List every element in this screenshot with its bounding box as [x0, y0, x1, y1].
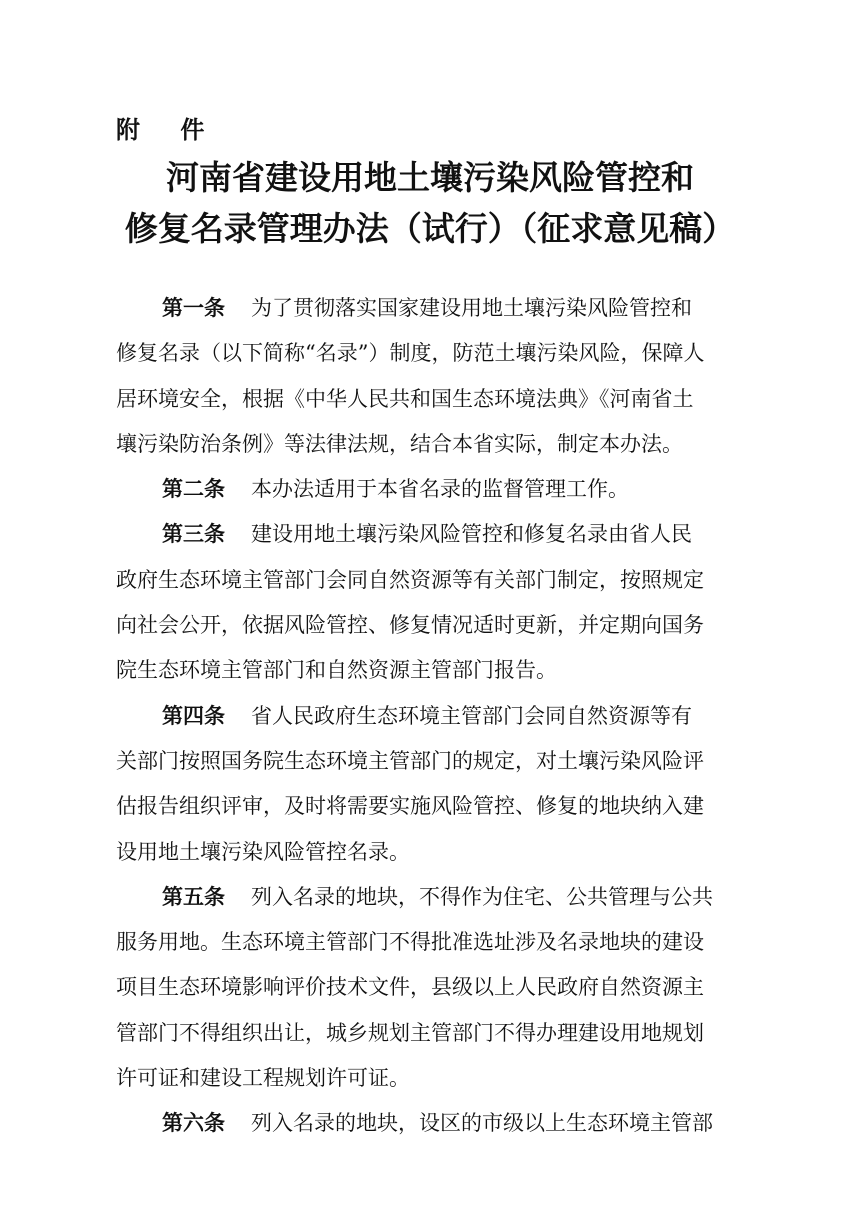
article-text: 院生态环境主管部门和自然资源主管部门报告。 [116, 658, 557, 683]
article-heading: 第二条 [162, 477, 225, 502]
article-text: 设用地土壤污染风险管控名录。 [116, 839, 410, 864]
body-text-line [116, 331, 756, 376]
body-text-line [116, 648, 756, 693]
article-heading: 第六条 [162, 1111, 225, 1136]
article-text: 关部门按照国务院生态环境主管部门的规定，对土壤污染风险评 [116, 748, 704, 773]
attachment-label: 附 件 [116, 116, 221, 144]
article-text: 建设用地土壤污染风险管控和修复名录由省人民 [251, 522, 692, 547]
article-text: 向社会公开，依据风险管控、修复情况适时更新，并定期向国务 [116, 613, 704, 638]
article-text: 估报告组织评审，及时将需要实施风险管控、修复的地块纳入建 [116, 794, 704, 819]
body-text-line [116, 377, 756, 422]
article-text: 壤污染防治条例》等法律法规，结合本省实际，制定本办法。 [116, 431, 683, 456]
body-text-line [116, 558, 756, 603]
article-first-line [116, 694, 756, 739]
article-heading: 第三条 [162, 522, 225, 547]
document-title-line-2: 修复名录管理办法（试行）（征求意见稿） [124, 209, 736, 248]
document-title-line-1: 河南省建设用地土壤污染风险管控和 [166, 158, 694, 197]
body-text-line [116, 920, 756, 965]
body-text-line [116, 603, 756, 648]
body-text-line [116, 422, 756, 467]
article-text: 服务用地。生态环境主管部门不得批准选址涉及名录地块的建设 [116, 930, 704, 955]
body-text-line [116, 739, 756, 784]
article-heading: 第一条 [162, 296, 225, 320]
article-text: 居环境安全，根据《中华人民共和国生态环境法典》《河南省土 [116, 386, 694, 411]
article-text: 省人民政府生态环境主管部门会同自然资源等有 [251, 703, 692, 728]
article-text: 为了贯彻落实国家建设用地土壤污染风险管控和 [251, 296, 692, 320]
article-heading: 第五条 [162, 884, 225, 909]
body-text-line [116, 830, 756, 875]
article-first-line [116, 875, 756, 920]
document-body [116, 286, 756, 1147]
body-text-line [116, 1056, 756, 1101]
article-first-line [116, 467, 756, 512]
article-text: 管部门不得组织出让，城乡规划主管部门不得办理建设用地规划 [116, 1020, 704, 1045]
body-text-line [116, 784, 756, 829]
article-first-line [116, 286, 756, 331]
article-text: 修复名录（以下简称“名录”）制度，防范土壤污染风险，保障人 [116, 341, 705, 366]
article-text: 政府生态环境主管部门会同自然资源等有关部门制定，按照规定 [116, 567, 704, 592]
article-first-line [116, 512, 756, 557]
article-first-line [116, 1101, 756, 1146]
body-text-line [116, 965, 756, 1010]
article-text: 列入名录的地块，不得作为住宅、公共管理与公共 [251, 884, 713, 909]
body-text-line [116, 1011, 756, 1056]
article-text: 本办法适用于本省名录的监督管理工作。 [251, 477, 629, 502]
article-text: 列入名录的地块，设区的市级以上生态环境主管部 [251, 1111, 713, 1136]
article-text: 许可证和建设工程规划许可证。 [116, 1066, 410, 1091]
article-text: 项目生态环境影响评价技术文件，县级以上人民政府自然资源主 [116, 975, 704, 1000]
article-heading: 第四条 [162, 703, 225, 728]
